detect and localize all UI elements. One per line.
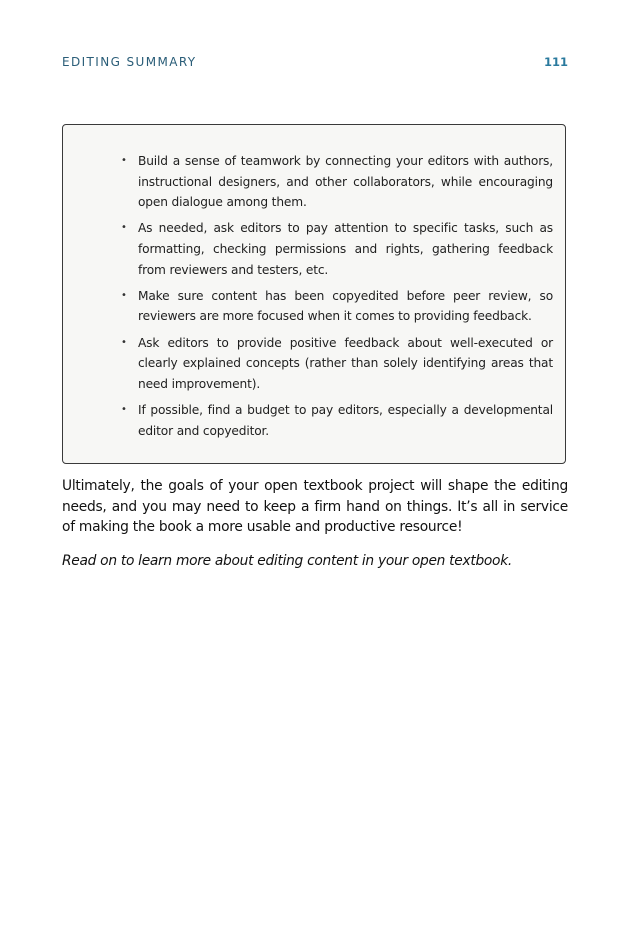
summary-list-item (121, 218, 553, 280)
summary-bullet-list (63, 125, 565, 441)
summary-callout-box (62, 124, 566, 464)
summary-list-item-text: Ask editors to provide positive feedback about well-executed or clearly explained concepts (rather than solely identifying areas that need improvement). (138, 335, 553, 391)
summary-list-item (121, 333, 553, 395)
bullet-icon: • (121, 222, 127, 234)
bullet-icon: • (121, 289, 127, 301)
summary-list-item-text: As needed, ask editors to pay attention to specific tasks, such as formatting, checking permissions and rights, gathering feedback from reviewers and testers, etc. (138, 221, 553, 277)
closing-italic-paragraph: Read on to learn more about editing content in your open textbook. (62, 553, 512, 569)
summary-list-item (121, 400, 553, 441)
summary-list-item (121, 151, 553, 213)
body-paragraph: Ultimately, the goals of your open textbook project will shape the editing needs, and you may need to keep a firm hand on things. It’s all in service of making the book a more usable and productive resource! (62, 478, 568, 535)
summary-list-item-text: Make sure content has been copyedited before peer review, so reviewers are more focused when it comes to providing feedback. (138, 288, 553, 324)
summary-list-item (121, 286, 553, 327)
summary-list-item-text: If possible, find a budget to pay editors, especially a developmental editor and copyeditor. (138, 402, 553, 438)
summary-list-item-text: Build a sense of teamwork by connecting your editors with authors, instructional designers, and other collaborators, while encouraging open dialogue among them. (138, 154, 553, 210)
bullet-icon: • (121, 155, 127, 166)
bullet-icon: • (121, 336, 127, 348)
running-head: EDITING SUMMARY (62, 55, 197, 69)
page-number: 111 (543, 55, 568, 69)
bullet-icon: • (121, 403, 127, 415)
